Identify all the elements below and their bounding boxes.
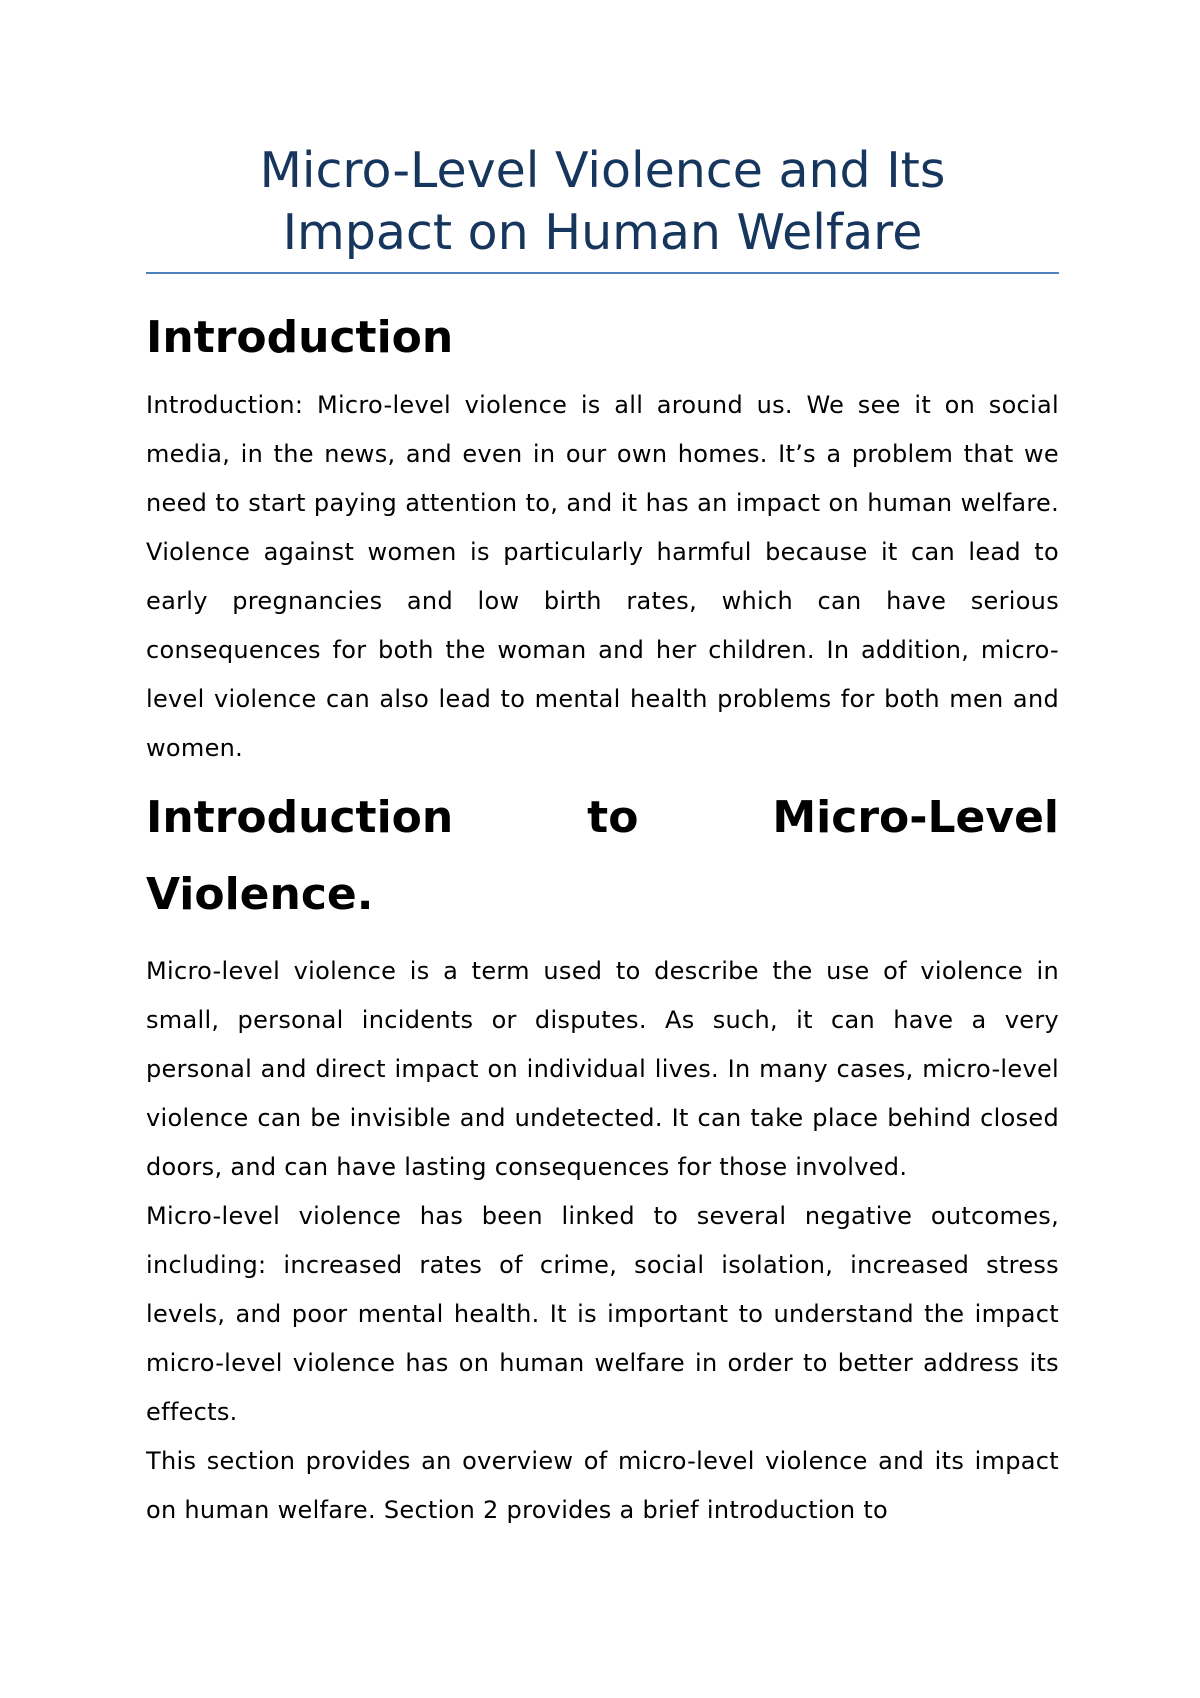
document-page [146, 140, 1059, 1535]
heading-word-1: Introduction [146, 792, 454, 843]
heading-word-3: Micro-Level [772, 792, 1059, 843]
section-heading-micro-level-violence [146, 779, 1059, 933]
paragraph-micro-outcomes: Micro-level violence has been linked to several negative outcomes, including: increased rates of crime, social isolation, increased stress levels, and poor mental health. It is important to understand the impact micro-level violence has on human welfare in order to better address its effects. [146, 1202, 1059, 1426]
document-title [146, 140, 1059, 274]
document-title-line-2: Impact on Human Welfare [282, 204, 923, 261]
paragraph-introduction: Introduction: Micro-level violence is all around us. We see it on social media, in the news, and even in our own homes. It’s a problem that we need to start paying attention to, and it has an impact on human welfare. Violence against women is particularly harmful because it can lead to early pregnancies and low birth rates, which can have serious consequences for both the woman and her children. In addition, micro-level violence can also lead to mental health problems for both men and women. [146, 391, 1059, 762]
section-heading-introduction: Introduction [146, 312, 454, 363]
heading-word-2: to [587, 792, 639, 843]
paragraph-micro-definition: Micro-level violence is a term used to describe the use of violence in small, personal incidents or disputes. As such, it can have a very personal and direct impact on individual lives. In many cases, micro-level violence can be invisible and undetected. It can take place behind closed doors, and can have lasting consequences for those involved. [146, 957, 1059, 1181]
heading-line-1 [146, 779, 1059, 856]
heading-line-2: Violence. [146, 869, 374, 920]
document-title-line-1: Micro-Level Violence and Its [259, 142, 946, 199]
paragraph-section-overview: This section provides an overview of micro-level violence and its impact on human welfare. Section 2 provides a brief introduction to [146, 1447, 1059, 1524]
